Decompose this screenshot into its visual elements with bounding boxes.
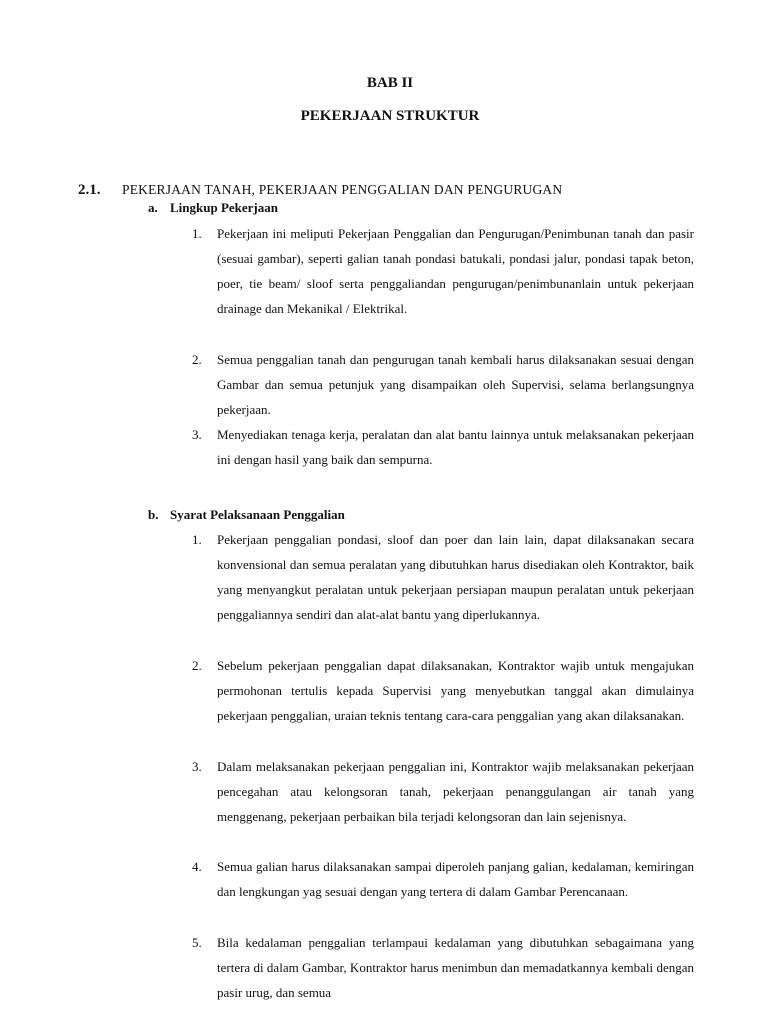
- chapter-heading: BAB II: [366, 75, 414, 91]
- subsection-title: Syarat Pelaksanaan Penggalian: [170, 507, 345, 522]
- subsection-title: Lingkup Pekerjaan: [170, 200, 278, 215]
- list-item-number: 2.: [192, 658, 202, 673]
- chapter-title: PEKERJAAN STRUKTUR: [300, 108, 480, 124]
- list-item-number: 1.: [192, 532, 202, 547]
- subsection-letter: a.: [148, 200, 158, 215]
- list-item-number: 3.: [192, 427, 202, 442]
- section-title: PEKERJAAN TANAH, PEKERJAAN PENGGALIAN DAN PENGURUGAN: [122, 182, 563, 197]
- list-item-number: 1.: [192, 226, 202, 241]
- list-item-number: 4.: [192, 859, 202, 874]
- subsection-letter: b.: [148, 507, 159, 522]
- section-number: 2.1.: [78, 182, 101, 198]
- subsection-b-heading: [148, 507, 345, 523]
- list-item-number: 2.: [192, 352, 202, 367]
- list-item-text: Menyediakan tenaga kerja, peralatan dan alat bantu lainnya untuk melaksanakan pekerjaan ini dengan hasil yang baik dan sempurna.: [217, 427, 694, 467]
- list-item-text: Semua penggalian tanah dan pengurugan tanah kembali harus dilaksanakan sesuai dengan Gambar dan semua petunjuk yang disampaikan oleh Supervisi, selama berlangsungnya pekerjaan.: [217, 352, 694, 417]
- list-item-text: Pekerjaan ini meliputi Pekerjaan Penggalian dan Pengurugan/Penimbunan tanah dan pasir (sesuai gambar), seperti galian tanah pondasi batukali, pondasi jalur, pondasi tapak beton, poer, tie beam/ sloof serta penggaliandan pengurugan/penimbunanlain untuk pekerjaan drainage dan Mekanikal / Elektrikal.: [217, 226, 694, 316]
- list-item-text: Semua galian harus dilaksanakan sampai diperoleh panjang galian, kedalaman, kemiringan dan lengkungan yag sesuai dengan yang tertera di dalam Gambar Perencanaan.: [217, 859, 694, 899]
- list-item-number: 5.: [192, 935, 202, 950]
- list-item-text: Sebelum pekerjaan penggalian dapat dilaksanakan, Kontraktor wajib untuk mengajukan permohonan tertulis kepada Supervisi yang menyebutkan tanggal akan dimulainya pekerjaan penggalian, uraian teknis tentang cara-cara penggalian yang akan dilaksanakan.: [217, 658, 694, 723]
- subsection-a-heading: [148, 200, 278, 216]
- list-item-text: Pekerjaan penggalian pondasi, sloof dan poer dan lain lain, dapat dilaksanakan secara konvensional dan semua peralatan yang dibutuhkan harus disediakan oleh Kontraktor, baik yang menyangkut peralatan untuk pekerjaan persiapan maupun peralatan untuk pekerjaan penggaliannya sendiri dan alat-alat bantu yang diperlukannya.: [217, 532, 694, 622]
- list-item-text: Bila kedalaman penggalian terlampaui kedalaman yang dibutuhkan sebagaimana yang tertera di dalam Gambar, Kontraktor harus menimbun dan memadatkannya kembali dengan pasir urug, dan semua: [217, 935, 694, 1000]
- list-item-number: 3.: [192, 759, 202, 774]
- list-item-text: Dalam melaksanakan pekerjaan penggalian ini, Kontraktor wajib melaksanakan pekerjaan pencegahan atau kelongsoran tanah, pekerjaan penanggulangan air tanah yang menggenang, pekerjaan perbaikan bila terjadi kelongsoran dan lain sejenisnya.: [217, 759, 694, 824]
